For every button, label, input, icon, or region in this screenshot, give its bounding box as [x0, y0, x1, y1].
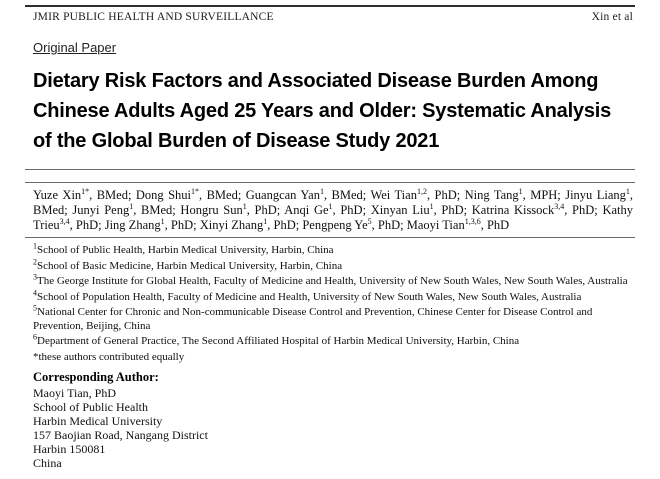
author-item: Junyi Peng$^1$, BMed; [72, 201, 181, 217]
authors-separator-rule [25, 237, 635, 238]
article-type-label: Original Paper [33, 40, 117, 55]
author-item: Xinyi Zhang$^1$, PhD; [199, 216, 303, 232]
affiliation-item: $^4$School of Population Health, Faculty of Medicine and Health, University of New South Wales, New South Wales, Australia [33, 287, 582, 303]
author-item: Hongru Sun$^1$, PhD; [180, 201, 285, 217]
author-affiliation-sup: 1 [328, 201, 333, 211]
author-affiliation-sup: 3,4 [59, 216, 70, 226]
author-item: Yuze Xin$^{1*}$, BMed; [33, 186, 136, 202]
paper-page [0, 5, 660, 470]
affiliation-item: $^5$National Center for Chronic and Non-communicable Disease Control and Prevention, Chinese Center for Disease Control and Prevention, Beijing, China [33, 303, 593, 332]
corresponding-line: School of Public Health [33, 400, 148, 414]
author-item: Pengpeng Ye$^5$, PhD; [302, 216, 407, 232]
author-item: Wei Tian$^{1,2}$, PhD; [370, 186, 465, 202]
author-item: Ning Tang$^1$, MPH; [464, 186, 566, 202]
author-affiliation-sup: 1,2 [416, 186, 427, 196]
corresponding-line: Harbin Medical University [33, 414, 163, 428]
journal-name: JMIR PUBLIC HEALTH AND SURVEILLANCE [33, 11, 274, 23]
citation-label: Xin et al [591, 11, 633, 23]
affiliation-number-sup: 1 [33, 241, 37, 251]
author-item: Jinyu Liang$^1$, BMed; [33, 186, 633, 217]
title-separator-rule-top [25, 169, 635, 170]
author-affiliation-sup: 1,3,6 [464, 216, 481, 226]
corresponding-line: Harbin 150081 [33, 442, 106, 456]
author-affiliation-sup: 5 [367, 216, 372, 226]
author-affiliation-sup: 1 [625, 186, 630, 196]
affiliation-item: $^6$Department of General Practice, The Second Affiliated Hospital of Harbin Medical University, Harbin, China [33, 332, 520, 347]
author-affiliation-sup: 1* [81, 186, 90, 196]
affiliation-number-sup: 4 [33, 287, 37, 297]
affiliation-number-sup: 5 [33, 303, 37, 313]
author-item: Maoyi Tian$^{1,3,6}$, PhD [406, 216, 510, 232]
author-item: Katrina Kissock$^{3,4}$, PhD; [471, 201, 603, 217]
corresponding-author-block [33, 386, 633, 470]
corresponding-line: Maoyi Tian, PhD [33, 386, 117, 400]
affiliations-list [33, 241, 633, 349]
author-affiliation-sup: 1 [129, 201, 134, 211]
author-affiliation-sup: 1 [242, 201, 247, 211]
author-affiliation-sup: 1 [429, 201, 434, 211]
author-item: Dong Shui$^{1*}$, BMed; [135, 186, 246, 202]
author-item: Guangcan Yan$^1$, BMed; [245, 186, 371, 202]
affiliation-number-sup: 6 [33, 332, 37, 342]
author-item: Jing Zhang$^1$, PhD; [104, 216, 200, 232]
affiliation-item: $^1$School of Public Health, Harbin Medical University, Harbin, China [33, 241, 334, 256]
top-rule [25, 5, 635, 7]
author-affiliation-sup: 1* [191, 186, 200, 196]
author-affiliation-sup: 3,4 [554, 201, 565, 211]
corresponding-line: 157 Baojian Road, Nangang District [33, 428, 208, 442]
author-item: Anqi Ge$^1$, PhD; [284, 201, 371, 217]
title-separator-rule-bottom [25, 182, 635, 183]
equal-contribution-note: *these authors contributed equally [33, 350, 185, 363]
author-item: Xinyan Liu$^1$, PhD; [370, 201, 472, 217]
running-header [33, 11, 633, 24]
affiliation-number-sup: 2 [33, 256, 37, 266]
corresponding-author-heading: Corresponding Author: [33, 370, 159, 384]
affiliation-item: $^3$The George Institute for Global Health, Faculty of Medicine and Health, University of New South Wales, New South Wales, Australia [33, 272, 628, 287]
paper-title: Dietary Risk Factors and Associated Disease Burden Among Chinese Adults Aged 25 Years and Older: Systematic Analysis of the Global Burden of Disease Study 2021 [33, 70, 612, 152]
authors-paragraph [33, 188, 633, 233]
affiliation-number-sup: 3 [33, 272, 37, 282]
author-item: Kathy Trieu$^{3,4}$, PhD; [33, 203, 633, 232]
affiliation-item: $^2$School of Basic Medicine, Harbin Medical University, Harbin, China [33, 256, 343, 272]
corresponding-line: China [33, 456, 62, 470]
author-affiliation-sup: 1 [263, 216, 268, 226]
author-affiliation-sup: 1 [319, 186, 324, 196]
author-affiliation-sup: 1 [518, 186, 523, 196]
author-affiliation-sup: 1 [160, 216, 165, 226]
